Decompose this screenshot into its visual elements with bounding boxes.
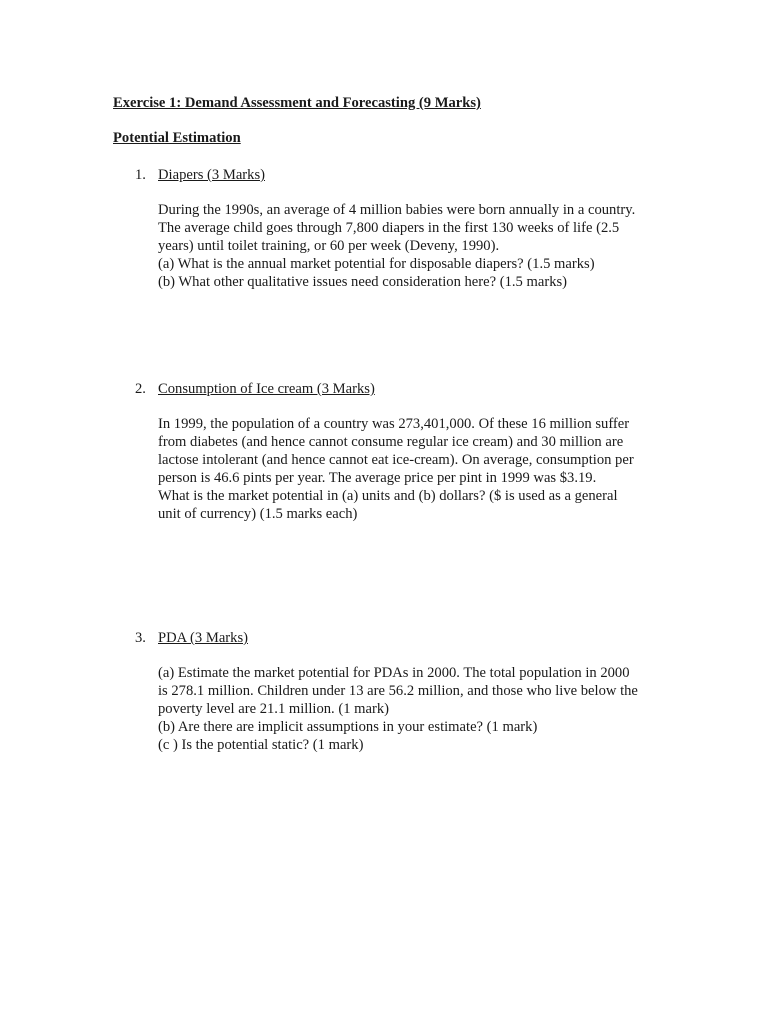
question-1-line: The average child goes through 7,800 diapers in the first 130 weeks of life (2.5: [158, 220, 620, 236]
question-1-heading: Diapers (3 Marks): [158, 167, 265, 183]
question-3-line: is 278.1 million. Children under 13 are 56.2 million, and those who live below the: [158, 683, 638, 699]
question-2-body: [158, 415, 658, 523]
exercise-title: Exercise 1: Demand Assessment and Forecasting (9 Marks): [113, 95, 481, 111]
question-3-line: (c ) Is the potential static? (1 mark): [158, 737, 364, 753]
question-3-line: (a) Estimate the market potential for PDAs in 2000. The total population in 2000: [158, 665, 630, 681]
question-1-line: (b) What other qualitative issues need consideration here? (1.5 marks): [158, 274, 568, 290]
question-1-line: (a) What is the annual market potential for disposable diapers? (1.5 marks): [158, 256, 595, 272]
question-1-number: 1.: [135, 167, 146, 183]
question-2-line: person is 46.6 pints per year. The average price per pint in 1999 was $3.19.: [158, 470, 597, 486]
question-2-number: 2.: [135, 381, 146, 397]
section-heading: Potential Estimation: [113, 130, 241, 146]
question-2-line: unit of currency) (1.5 marks each): [158, 506, 358, 522]
question-2-heading: Consumption of Ice cream (3 Marks): [158, 381, 375, 397]
question-3-body: [158, 664, 658, 754]
question-3-number: 3.: [135, 630, 146, 646]
question-3-line: poverty level are 21.1 million. (1 mark): [158, 701, 389, 717]
question-2-line: from diabetes (and hence cannot consume regular ice cream) and 30 million are: [158, 434, 624, 450]
question-1-line: During the 1990s, an average of 4 million babies were born annually in a country.: [158, 202, 636, 218]
question-2-line: lactose intolerant (and hence cannot eat ice-cream). On average, consumption per: [158, 452, 634, 468]
question-3-heading: PDA (3 Marks): [158, 630, 248, 646]
question-2-line: What is the market potential in (a) units and (b) dollars? ($ is used as a general: [158, 488, 618, 504]
question-2-line: In 1999, the population of a country was 273,401,000. Of these 16 million suffer: [158, 416, 630, 432]
question-1-body: [158, 201, 658, 291]
question-1-line: years) until toilet training, or 60 per week (Deveny, 1990).: [158, 238, 500, 254]
question-3-line: (b) Are there are implicit assumptions in your estimate? (1 mark): [158, 719, 538, 735]
